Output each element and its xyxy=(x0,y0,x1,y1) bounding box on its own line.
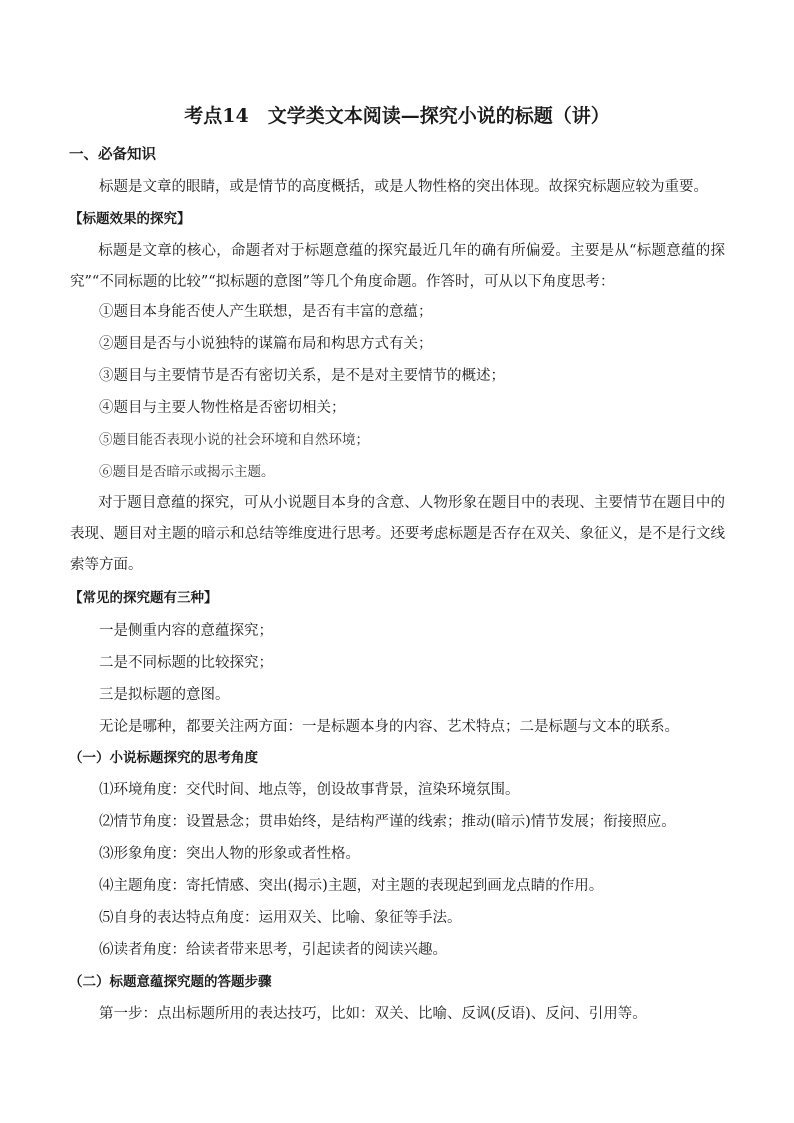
effects-item-2: ②题目是否与小说独特的谋篇布局和构思方式有关； xyxy=(99,336,433,352)
effects-item-5: ⑤题目能否表现小说的社会环境和自然环境； xyxy=(99,432,369,448)
types-note: 无论是哪种，都要关注两方面：一是标题本身的内容、艺术特点；二是标题与文本的联系。 xyxy=(99,719,679,735)
angles-item-1: ⑴环境角度：交代时间、地点等，创设故事背景，渲染环境氛围。 xyxy=(99,782,520,798)
effects-item-3: ③题目与主要情节是否有密切关系，是不是对主要情节的概述； xyxy=(99,368,505,384)
intro-paragraph: 标题是文章的眼睛，或是情节的高度概括，或是人物性格的突出体现。故探究标题应较为重要。 xyxy=(99,179,708,195)
angles-item-2: ⑵情节角度：设置悬念；贯串始终，是结构严谨的线索；推动(暗示)情节发展；衔接照应。 xyxy=(99,814,676,830)
effects-paragraph-text: 标题是文章的核心，命题者对于标题意蕴的探究最近几年的确有所偏爱。主要是从“标题意蕴的探究”“不同标题的比较”“拟标题的意图”等几个角度命题。作答时，可从以下角度思考： xyxy=(70,243,725,290)
effects-item-4: ④题目与主要人物性格是否密切相关； xyxy=(99,400,346,416)
steps-step-1: 第一步：点出标题所用的表达技巧，比如：双关、比喻、反讽(反语)、反问、引用等。 xyxy=(99,1006,647,1022)
angles-item-5: ⑸自身的表达特点角度：运用双关、比喻、象征等手法。 xyxy=(99,910,462,926)
types-item-1: 一是侧重内容的意蕴探究； xyxy=(99,623,273,639)
page-title: 考点14 文学类文本阅读—探究小说的标题（讲） xyxy=(184,105,610,127)
angles-item-6: ⑹读者角度：给读者带来思考，引起读者的阅读兴趣。 xyxy=(99,942,447,958)
section-heading-knowledge: 一、必备知识 xyxy=(69,147,156,163)
effects-summary xyxy=(70,488,725,581)
types-heading: 【常见的探究题有三种】 xyxy=(69,590,218,606)
types-item-3: 三是拟标题的意图。 xyxy=(99,687,230,703)
effects-summary-text: 对于题目意蕴的探究，可从小说题目本身的含意、人物形象在题目中的表现、主要情节在题目中的表现、题目对主题的暗示和总结等维度进行思考。还要考虑标题是否存在双关、象征义，是不是行文线索等方面。 xyxy=(70,495,725,573)
angles-item-4: ⑷主题角度：寄托情感、突出(揭示)主题，对主题的表现起到画龙点睛的作用。 xyxy=(99,878,604,894)
angles-item-3: ⑶形象角度：突出人物的形象或者性格。 xyxy=(99,846,360,862)
angles-heading: （一）小说标题探究的思考角度 xyxy=(69,750,258,766)
effects-heading: 【标题效果的探究】 xyxy=(69,211,191,227)
types-item-2: 二是不同标题的比较探究； xyxy=(99,655,273,671)
effects-item-6: ⑥题目是否暗示或揭示主题。 xyxy=(99,464,275,480)
effects-paragraph xyxy=(70,236,725,298)
effects-item-1: ①题目本身能否使人产生联想，是否有丰富的意蕴； xyxy=(99,304,433,320)
steps-heading: （二）标题意蕴探究题的答题步骤 xyxy=(69,974,272,990)
